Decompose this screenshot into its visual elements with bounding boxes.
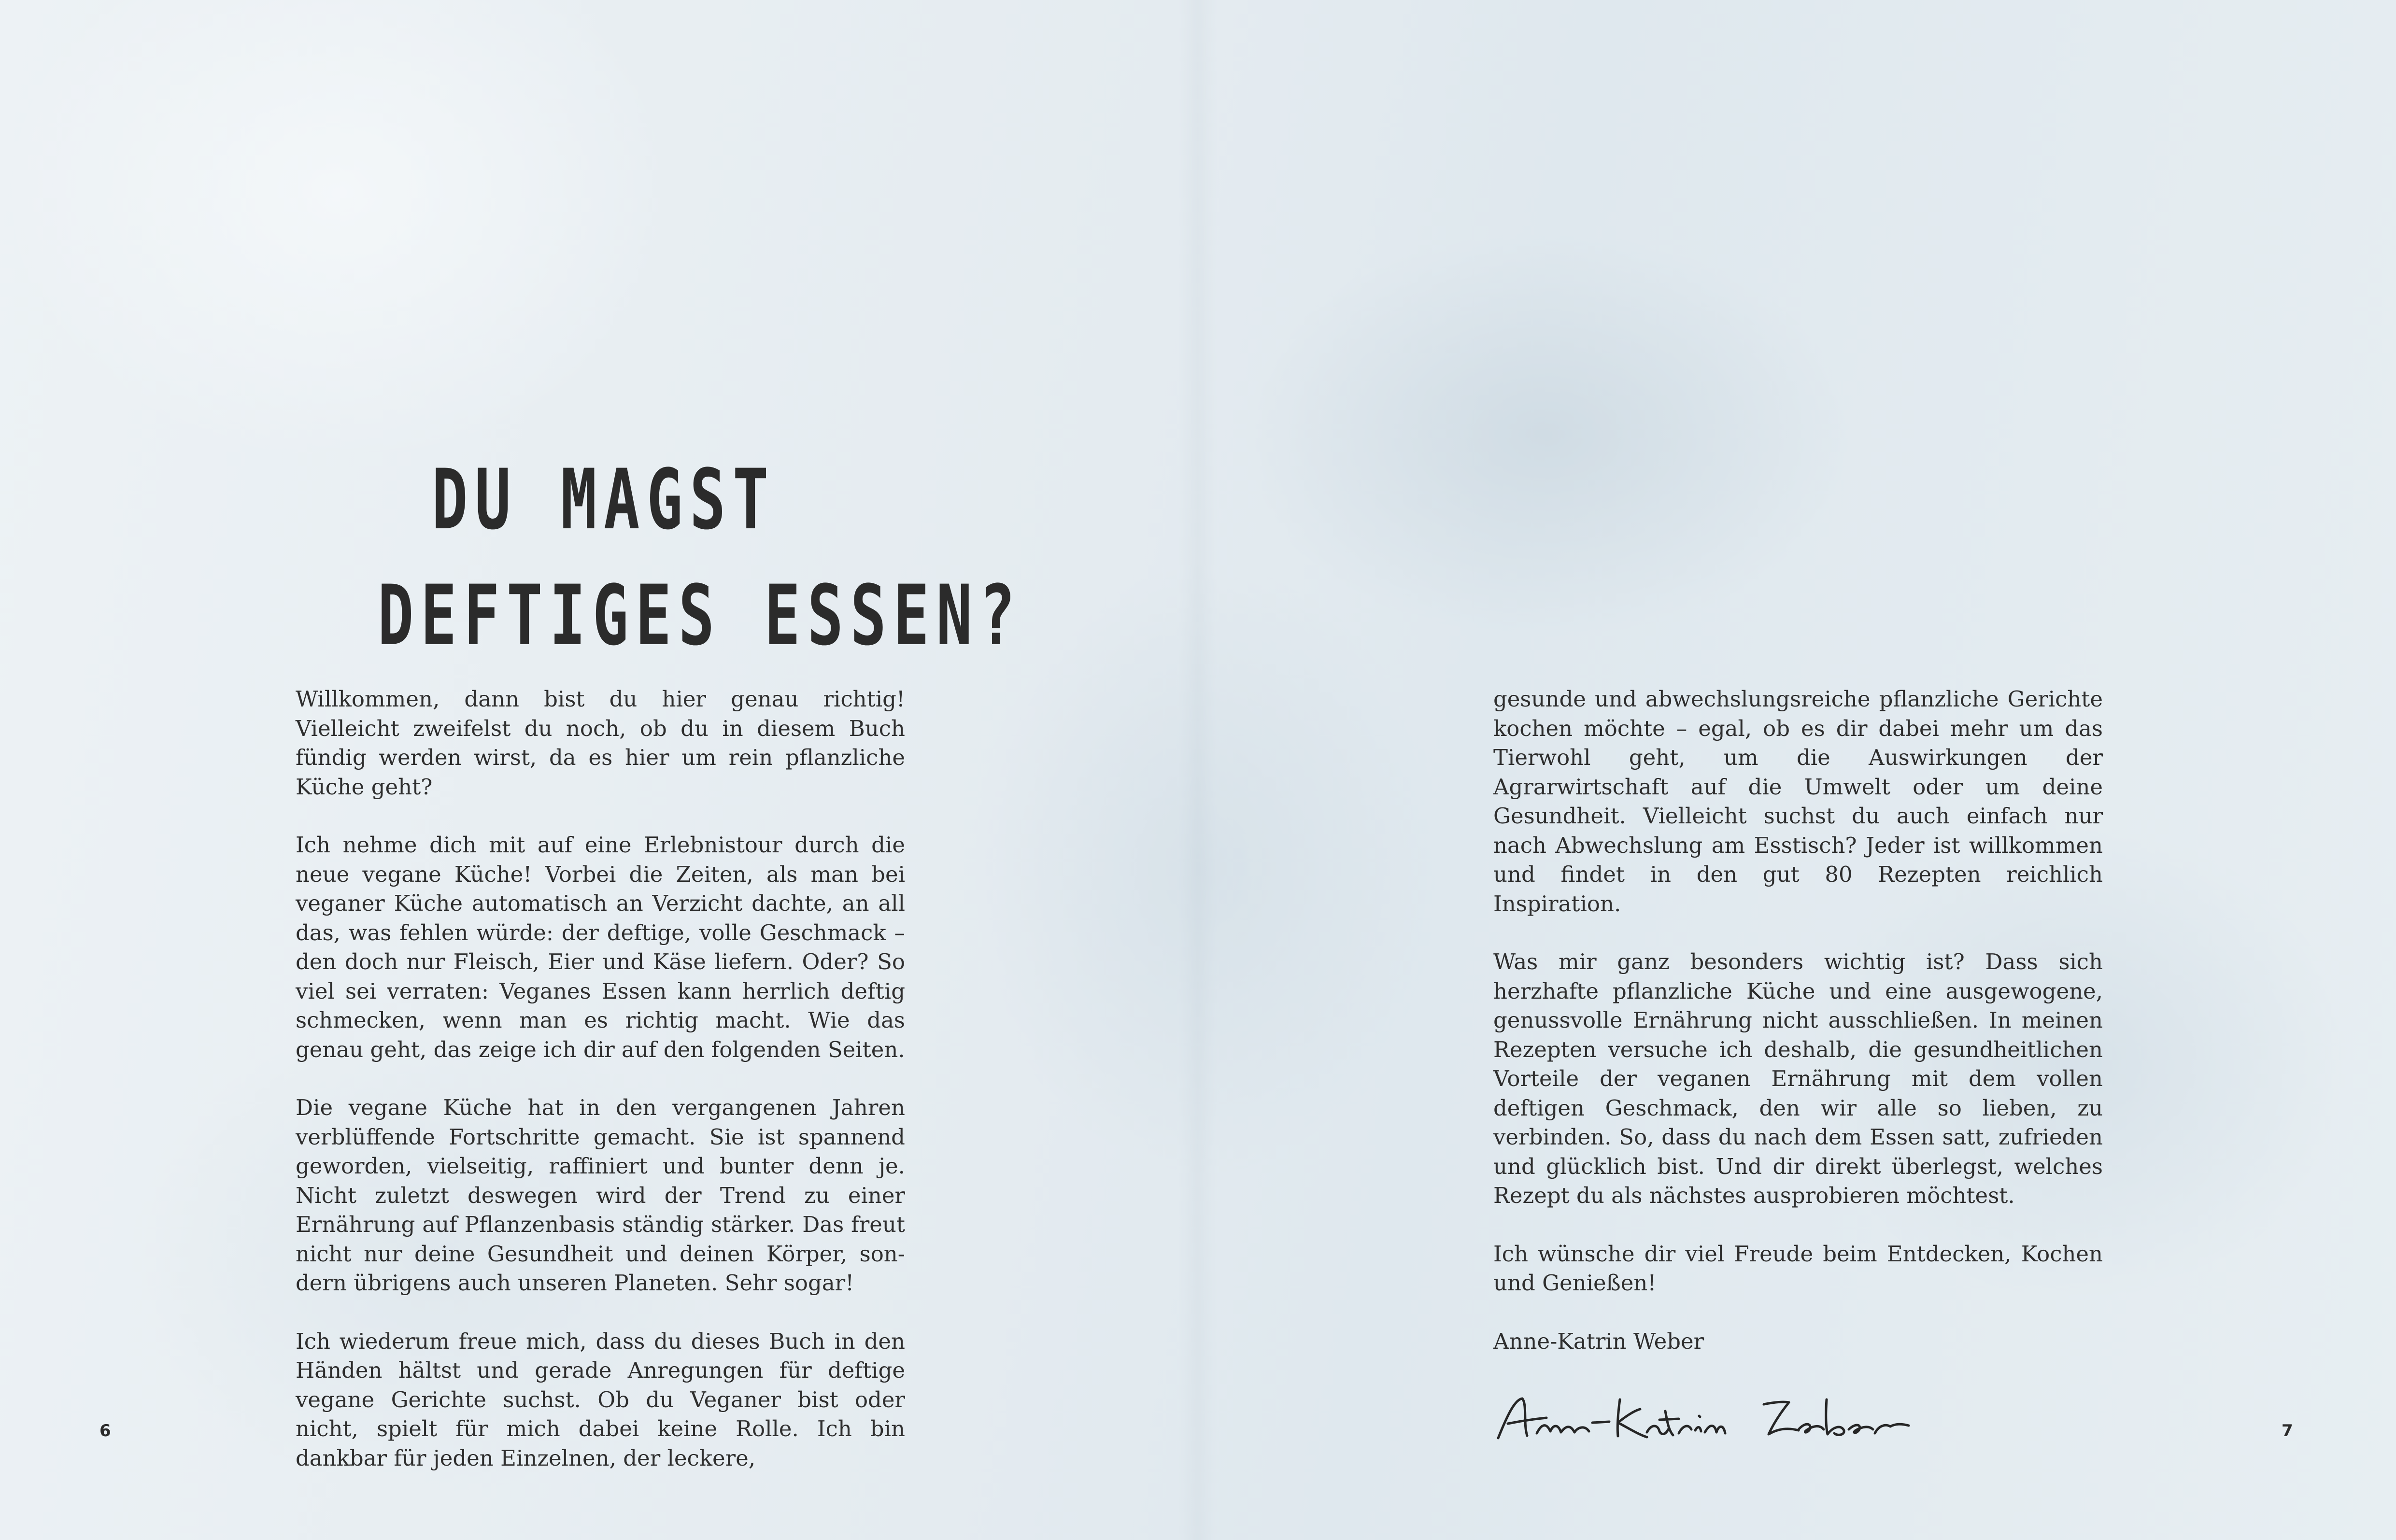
paragraph: Die vegane Küche hat in den vergangenen Jahren verblüffende Fortschritte gemacht. Sie ist spannend geworden, vielseitig, raffiniert und bunter denn je. Nicht zuletzt deswegen wird der Trend zu einer Ernährung auf Pflanzenbasis ständig stärker. Das freut nicht nur deine Gesundheit und deinen Körper, sondern übrigens auch unseren Planeten. Sehr sogar! xyxy=(296,1095,905,1296)
heading-line-1: DU MAGST xyxy=(432,451,776,549)
right-page xyxy=(1198,0,2396,1540)
paragraph: gesunde und abwechslungsreiche pflanzliche Gerichte kochen möchte – egal, ob es dir dabei mehr um das Tierwohl geht, um die Auswirkungen der Agrarwirtschaft auf die Umwelt oder um deine Gesundheit. Vielleicht suchst du auch einfach nur nach Abwechslung am Esstisch? Jeder ist willkommen und findet in den gut 80 Rezepten reichlich Inspiration. xyxy=(1493,686,2103,917)
paragraph: Willkommen, dann bist du hier genau richtig! Vielleicht zweifelst du noch, ob du in diesem Buch fündig werden wirst, da es hier um rein pflanzliche Küche geht? xyxy=(296,686,905,800)
page-number-left: 6 xyxy=(99,1421,111,1441)
author-name: Anne-Katrin Weber xyxy=(1493,1328,1704,1354)
left-text-column xyxy=(296,685,905,1502)
right-text-column xyxy=(1493,685,2103,1448)
paragraph: Ich wünsche dir viel Freude beim Entdecken, Kochen und Genießen! xyxy=(1493,1241,2103,1296)
page-number-right: 7 xyxy=(2282,1421,2293,1441)
paragraph: Was mir ganz besonders wichtig ist? Dass sich herzhafte pflanzliche Küche und eine ausgewogene, genussvolle Ernährung nicht ausschließen. In meinen Rezepten versuche ich deshalb, die gesundheitlichen Vorteile der veganen Ernährung mit dem vollen deftigen Geschmack, den wir alle so lieben, zu verbinden. So, dass du nach dem Essen satt, zufrieden und glücklich bist. Und dir direkt überlegst, welches Rezept du als nächstes ausprobieren möchtest. xyxy=(1493,949,2103,1208)
paragraph: Ich wiederum freue mich, dass du dieses Buch in den Händen hältst und gerade Anregungen für deftige vegane Gerichte suchst. Ob du Veganer bist oder nicht, spielt für mich dabei keine Rolle. Ich bin dankbar für jeden Einzelnen, der leckere, xyxy=(296,1328,905,1471)
page-heading xyxy=(378,442,1022,674)
paragraph: Ich nehme dich mit auf eine Erlebnistour durch die neue vegane Küche! Vorbei die Zeiten, als man bei veganer Küche automatisch an Verzicht dachte, an all das, was fehlen würde: der deftige, volle Geschmack – den doch nur Fleisch, Eier und Käse liefern. Oder? So viel sei verraten: Veganes Essen kann herrlich deftig schmecken, wenn man es richtig macht. Wie das genau geht, das zeige ich dir auf den folgenden Seiten. xyxy=(296,832,905,1062)
handwritten-signature xyxy=(1493,1385,1928,1448)
heading-line-2: DEFTIGES ESSEN? xyxy=(378,567,1022,664)
